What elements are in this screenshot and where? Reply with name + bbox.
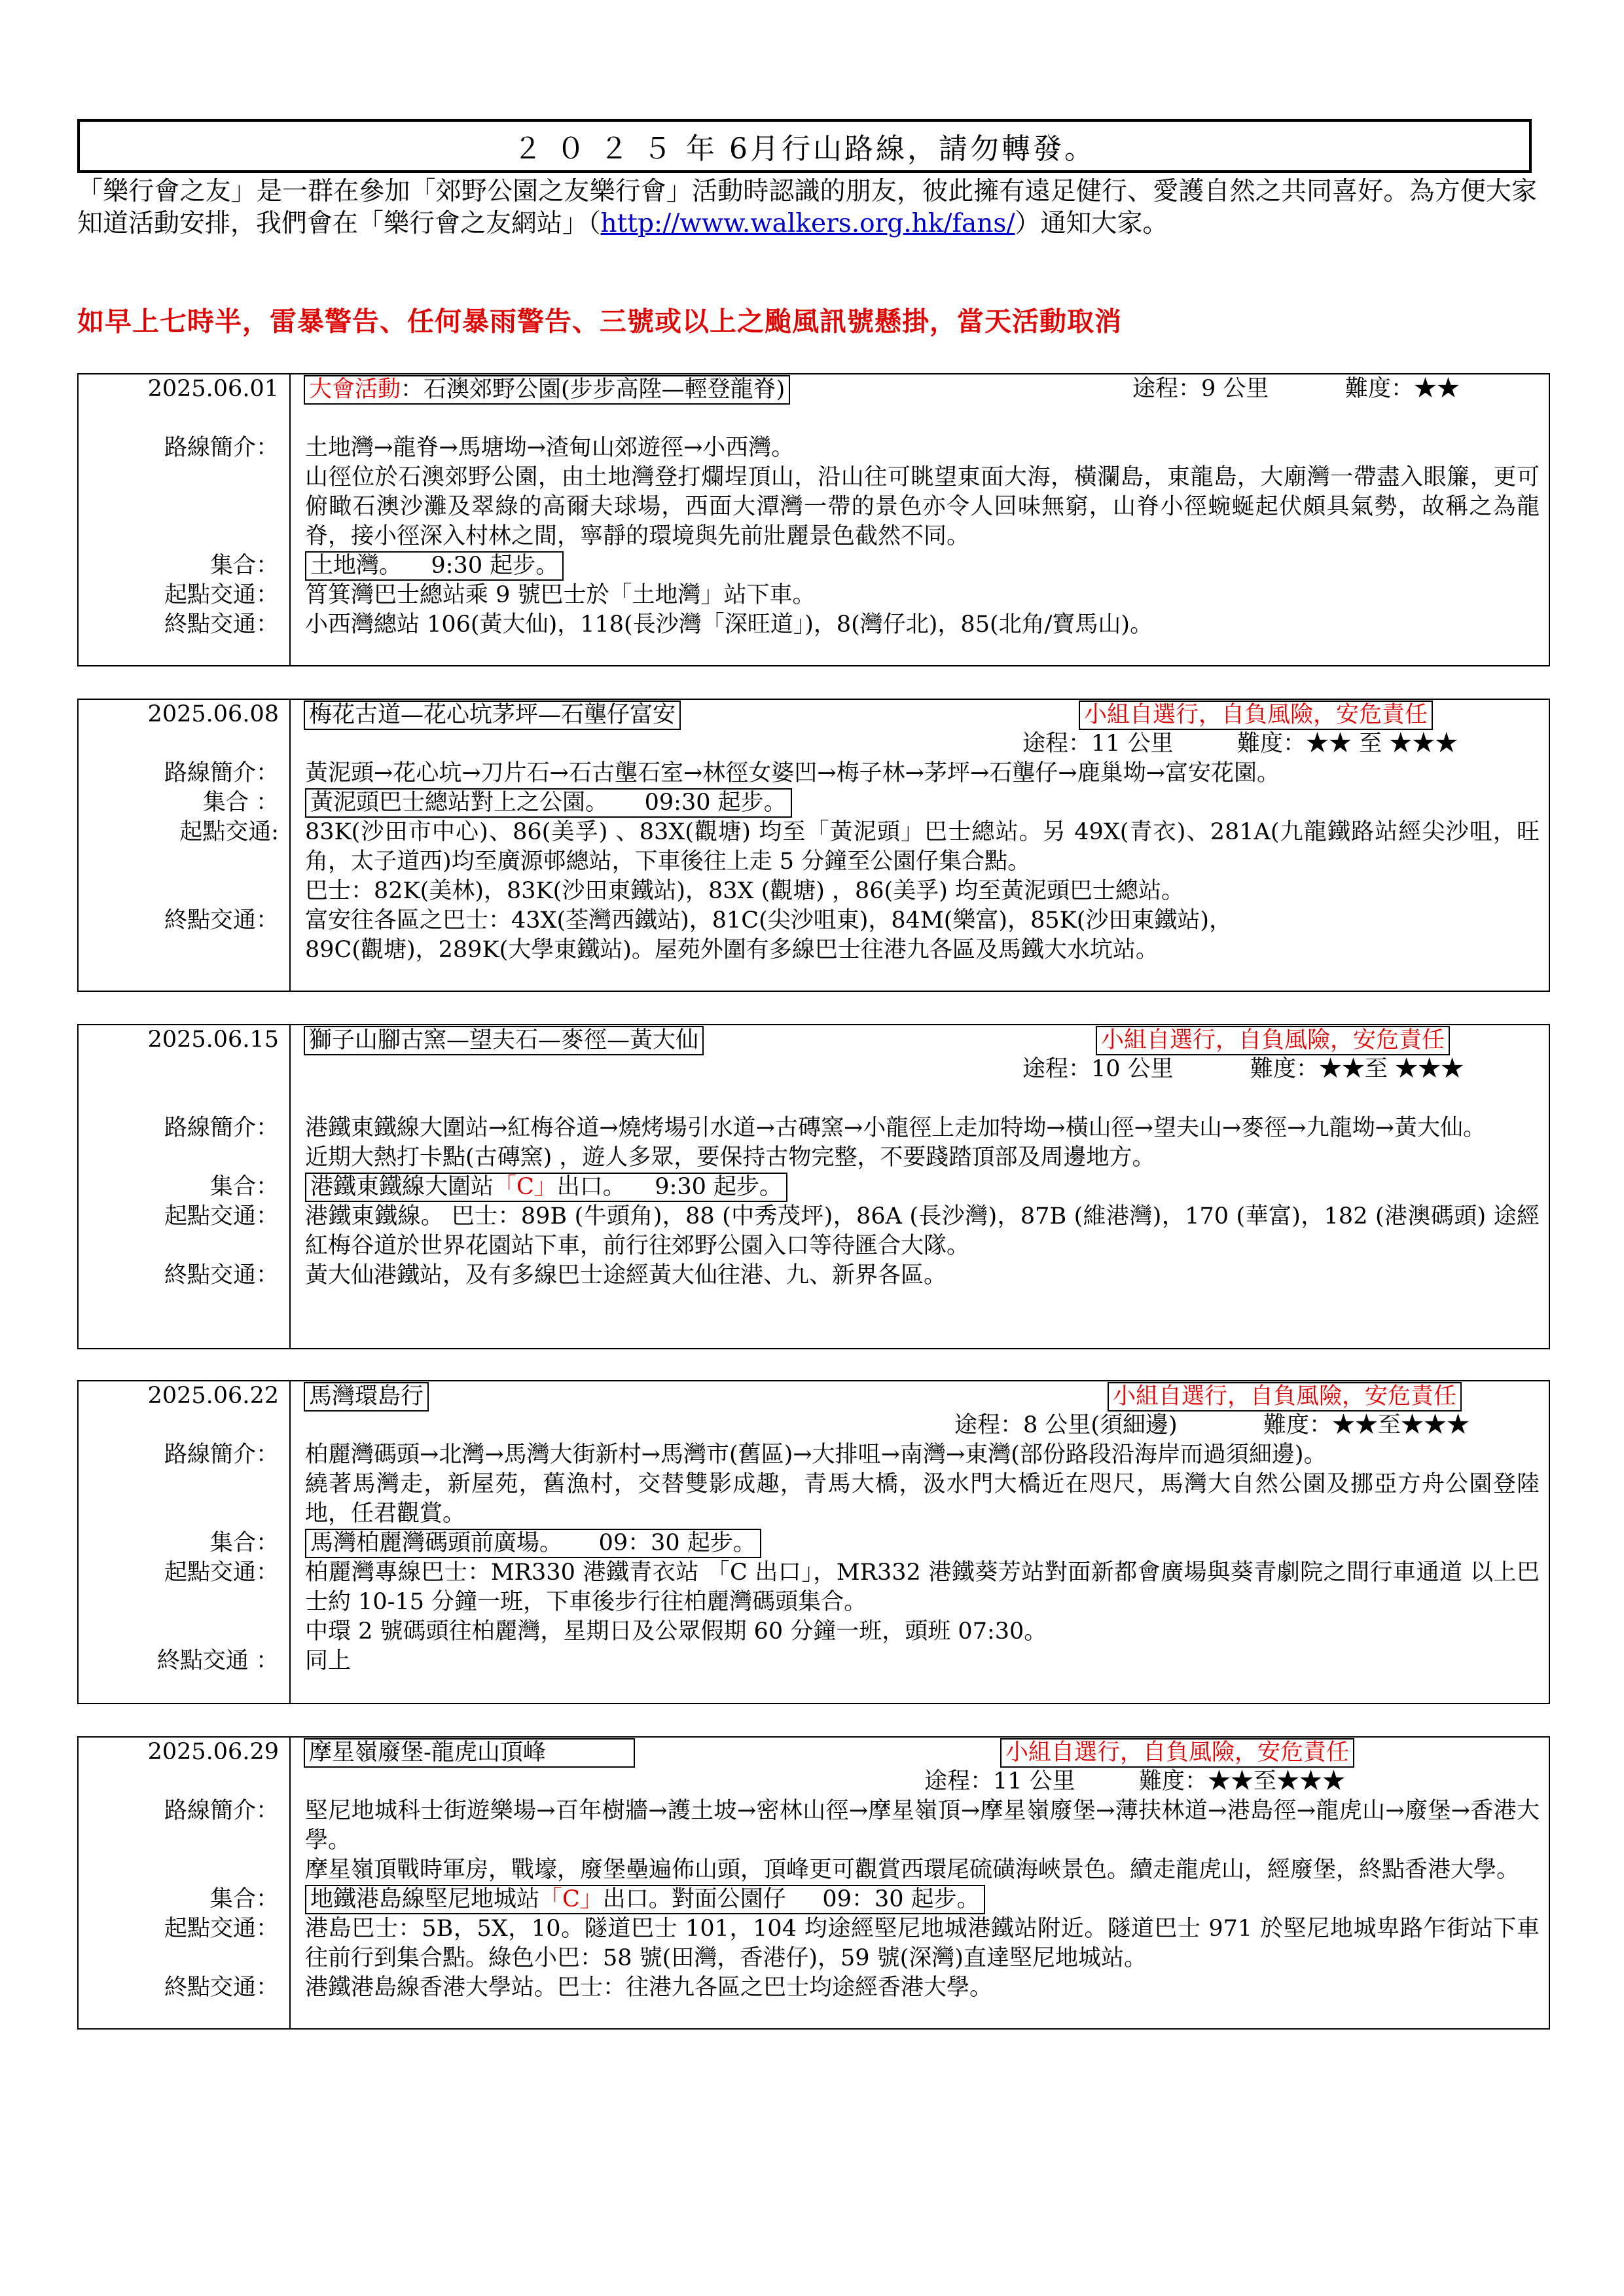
meet-point: 土地灣。 9:30 起步。: [305, 551, 564, 581]
event-card-0601: [77, 373, 1550, 666]
intro-text: 「樂行會之友」是一群在參加「郊野公園之友樂行會」活動時認識的朋友，彼此擁有遠足健行、愛護自然之共同喜好。為方便大家知道活動安排，我們會在「樂行會之友網站」（: [77, 177, 1537, 238]
event-difficulty: 難度：★★至 ★★★: [1250, 1056, 1464, 1082]
intro-paragraph: [77, 175, 1537, 240]
event-difficulty: 難度：★★至★★★: [1139, 1768, 1346, 1795]
event-difficulty: 難度：★★: [1345, 376, 1460, 402]
event-card-0615: [77, 1024, 1550, 1349]
route-description: 柏麗灣碼頭→北灣→馬灣大街新村→馬灣市(舊區)→大排咀→南灣→東灣(部份路段沿海岸而過須細邊)。 繞著馬灣走，新屋苑，舊漁村，交替雙影成趣，青馬大橋，汲水門大橋近在咫尺，馬灣大自然公園及挪亞方舟公園登陸地，任君觀賞。: [305, 1442, 1540, 1527]
event-title: 大會活動：石澳郊野公園(步步高陞—輕登龍脊): [304, 375, 790, 405]
event-distance: 途程：11 公里: [924, 1768, 1075, 1795]
meet-label: 集合：: [209, 1530, 279, 1556]
self-risk-badge: 小組自選行，自負風險，安危責任: [1079, 701, 1433, 730]
start-transport-label: 起點交通：: [164, 582, 279, 608]
meet-point: 港鐵東鐵線大圍站「C」出口。 9:30 起步。: [305, 1173, 787, 1202]
start-transport-label: 起點交通：: [164, 1916, 279, 1942]
event-card-0629: [77, 1736, 1550, 2030]
event-difficulty: 難度：★★ 至 ★★★: [1237, 731, 1458, 757]
start-transport: 港鐵東鐵線。 巴士：89B (牛頭角)，88 (中秀茂坪)，86A (長沙灣)，87B (維港灣)，170 (華富)，182 (港澳碼頭) 途經紅梅谷道於世界花園站下車，前行往郊野公園入口等待匯合大隊。: [305, 1203, 1540, 1259]
self-risk-badge: 小組自選行，自負風險，安危責任: [1108, 1382, 1462, 1412]
event-title: 馬灣環島行: [304, 1382, 429, 1412]
start-transport: 83K(沙田市中心)、86(美孚) 、83X(觀塘) 均至「黃泥頭」巴士總站。另 49X(青衣)、281A(九龍鐵路站經尖沙咀，旺角，太子道西)均至廣源邨總站，下車後往上走 5 分鐘至公園仔集合點。 巴士：82K(美林)，83K(沙田東鐵站)，83X (觀塘) ，86(美孚) 均至黃泥頭巴士總站。: [305, 819, 1540, 904]
cancellation-warning: 如早上七時半，雷暴警告、任何暴雨警告、三號或以上之颱風訊號懸掛，當天活動取消: [77, 306, 1122, 337]
page-title: ２ ０ ２ ５ 年 6月行山路線，請勿轉發。: [77, 119, 1532, 173]
route-label: 路線簡介：: [164, 760, 279, 786]
event-date: 2025.06.22: [147, 1383, 279, 1409]
event-title: 摩星嶺廢堡-龍虎山頂峰: [304, 1738, 635, 1768]
end-transport-label: 終點交通：: [164, 1262, 279, 1288]
start-transport-label: 起點交通：: [164, 1203, 279, 1230]
event-card-0622: [77, 1380, 1550, 1704]
event-title: 獅子山腳古窯—望夫石—麥徑—黃大仙: [304, 1026, 704, 1055]
event-distance: 途程：9 公里: [1132, 376, 1269, 402]
meet-point: 馬灣柏麗灣碼頭前廣場。 09：30 起步。: [305, 1529, 761, 1558]
event-distance: 途程：11 公里: [1022, 731, 1174, 757]
end-transport-label: 終點交通 ：: [156, 1648, 279, 1674]
start-transport: 港島巴士：5B，5X，10。隧道巴士 101，104 均途經堅尼地城港鐵站附近。隧道巴士 971 於堅尼地城卑路乍街站下車往前行到集合點。綠色小巴：58 號(田灣，香港仔)，59 號(深灣)直達堅尼地城站。: [305, 1916, 1540, 1971]
end-transport: 港鐵港島線香港大學站。巴士：往港九各區之巴士均途經香港大學。: [305, 1975, 993, 2001]
self-risk-badge: 小組自選行，自負風險，安危責任: [1000, 1738, 1354, 1768]
self-risk-badge: 小組自選行，自負風險，安危責任: [1096, 1026, 1450, 1055]
website-link[interactable]: http://www.walkers.org.hk/fans/: [600, 209, 1015, 238]
route-label: 路線簡介：: [164, 1442, 279, 1468]
route-description: 堅尼地城科士街遊樂場→百年樹牆→護土坡→密林山徑→摩星嶺頂→摩星嶺廢堡→薄扶林道→港島徑→龍虎山→廢堡→香港大學。 摩星嶺頂戰時軍房，戰壕，廢堡壘遍佈山頭，頂峰更可觀賞西環尾硫磺海峽景色。續走龍虎山，經廢堡，終點香港大學。: [305, 1798, 1540, 1883]
end-transport: 富安往各區之巴士：43X(荃灣西鐵站)，81C(尖沙咀東)，84M(樂富)，85K(沙田東鐵站)， 89C(觀塘)，289K(大學東鐵站)。屋苑外圍有多線巴士往港九各區及馬鐵大水坑站。: [305, 907, 1233, 963]
route-label: 路線簡介：: [164, 1115, 279, 1141]
meet-label: 集合：: [209, 553, 279, 579]
event-card-0608: [77, 699, 1550, 992]
event-difficulty: 難度：★★至★★★: [1263, 1412, 1470, 1438]
meet-label: 集合 ：: [202, 790, 279, 816]
event-date: 2025.06.15: [147, 1027, 279, 1053]
event-date: 2025.06.08: [147, 701, 279, 727]
event-title: 梅花古道—花心坑茅坪—石壟仔富安: [304, 701, 681, 730]
start-transport-label: 起點交通:: [179, 819, 279, 845]
start-transport-label: 起點交通：: [164, 1559, 279, 1586]
event-tag: 大會活動: [309, 376, 401, 403]
end-transport-label: 終點交通：: [164, 611, 279, 638]
event-date: 2025.06.29: [147, 1739, 279, 1765]
event-distance: 途程：10 公里: [1022, 1056, 1174, 1082]
event-distance: 途程：8 公里(須細邊): [954, 1412, 1178, 1438]
end-transport: 同上: [305, 1648, 352, 1674]
meet-label: 集合：: [209, 1886, 279, 1912]
intro-tail: ）通知大家。: [1015, 209, 1168, 238]
route-description: 土地灣→龍脊→馬塘坳→渣甸山郊遊徑→小西灣。 山徑位於石澳郊野公園，由土地灣登打爛埕頂山，沿山往可眺望東面大海，橫瀾島，東龍島，大廟灣一帶盡入眼簾，更可俯瞰石澳沙灘及翠綠的高爾夫球場，西面大潭灣一帶的景色亦令人回味無窮，山脊小徑蜿蜒起伏頗具氣勢，故稱之為龍脊，接小徑深入村林之間，寧靜的環境與先前壯麗景色截然不同。: [305, 435, 1540, 549]
meet-point: 地鐵港島線堅尼地城站「C」出口。對面公園仔 09：30 起步。: [305, 1885, 985, 1914]
end-transport: 黃大仙港鐵站，及有多線巴士途經黃大仙往港、九、新界各區。: [305, 1262, 947, 1288]
meet-point: 黃泥頭巴士總站對上之公園。 09:30 起步。: [305, 788, 792, 818]
column-divider: [289, 374, 291, 665]
route-label: 路線簡介：: [164, 1798, 279, 1824]
end-transport-label: 終點交通：: [164, 907, 279, 934]
end-transport-label: 終點交通：: [164, 1975, 279, 2001]
event-date: 2025.06.01: [147, 376, 279, 402]
end-transport: 小西灣總站 106(黃大仙)，118(長沙灣「深旺道」)，8(灣仔北)，85(北角/寶馬山)。: [305, 611, 1153, 638]
start-transport: 柏麗灣專線巴士：MR330 港鐵青衣站 「C 出口」，MR332 港鐵葵芳站對面新都會廣場與葵青劇院之間行車通道 以上巴士約 10-15 分鐘一班，下車後步行往柏麗灣碼頭集合。 中環 2 號碼頭往柏麗灣，星期日及公眾假期 60 分鐘一班，頭班 07:30。: [305, 1559, 1540, 1645]
route-label: 路線簡介：: [164, 435, 279, 461]
route-description: 黃泥頭→花心坑→刀片石→石古壟石室→林徑女婆凹→梅子林→茅坪→石壟仔→鹿巢坳→富安花園。: [305, 760, 1280, 786]
meet-label: 集合：: [209, 1174, 279, 1200]
start-transport: 筲箕灣巴士總站乘 9 號巴士於「土地灣」站下車。: [305, 582, 816, 608]
route-description: 港鐵東鐵線大圍站→紅梅谷道→燒烤場引水道→古磚窯→小龍徑上走加特坳→橫山徑→望夫山→麥徑→九龍坳→黃大仙。 近期大熱打卡點(古磚窯) ，遊人多眾，要保持古物完整，不要踐踏頂部及周邊地方。: [305, 1115, 1486, 1171]
